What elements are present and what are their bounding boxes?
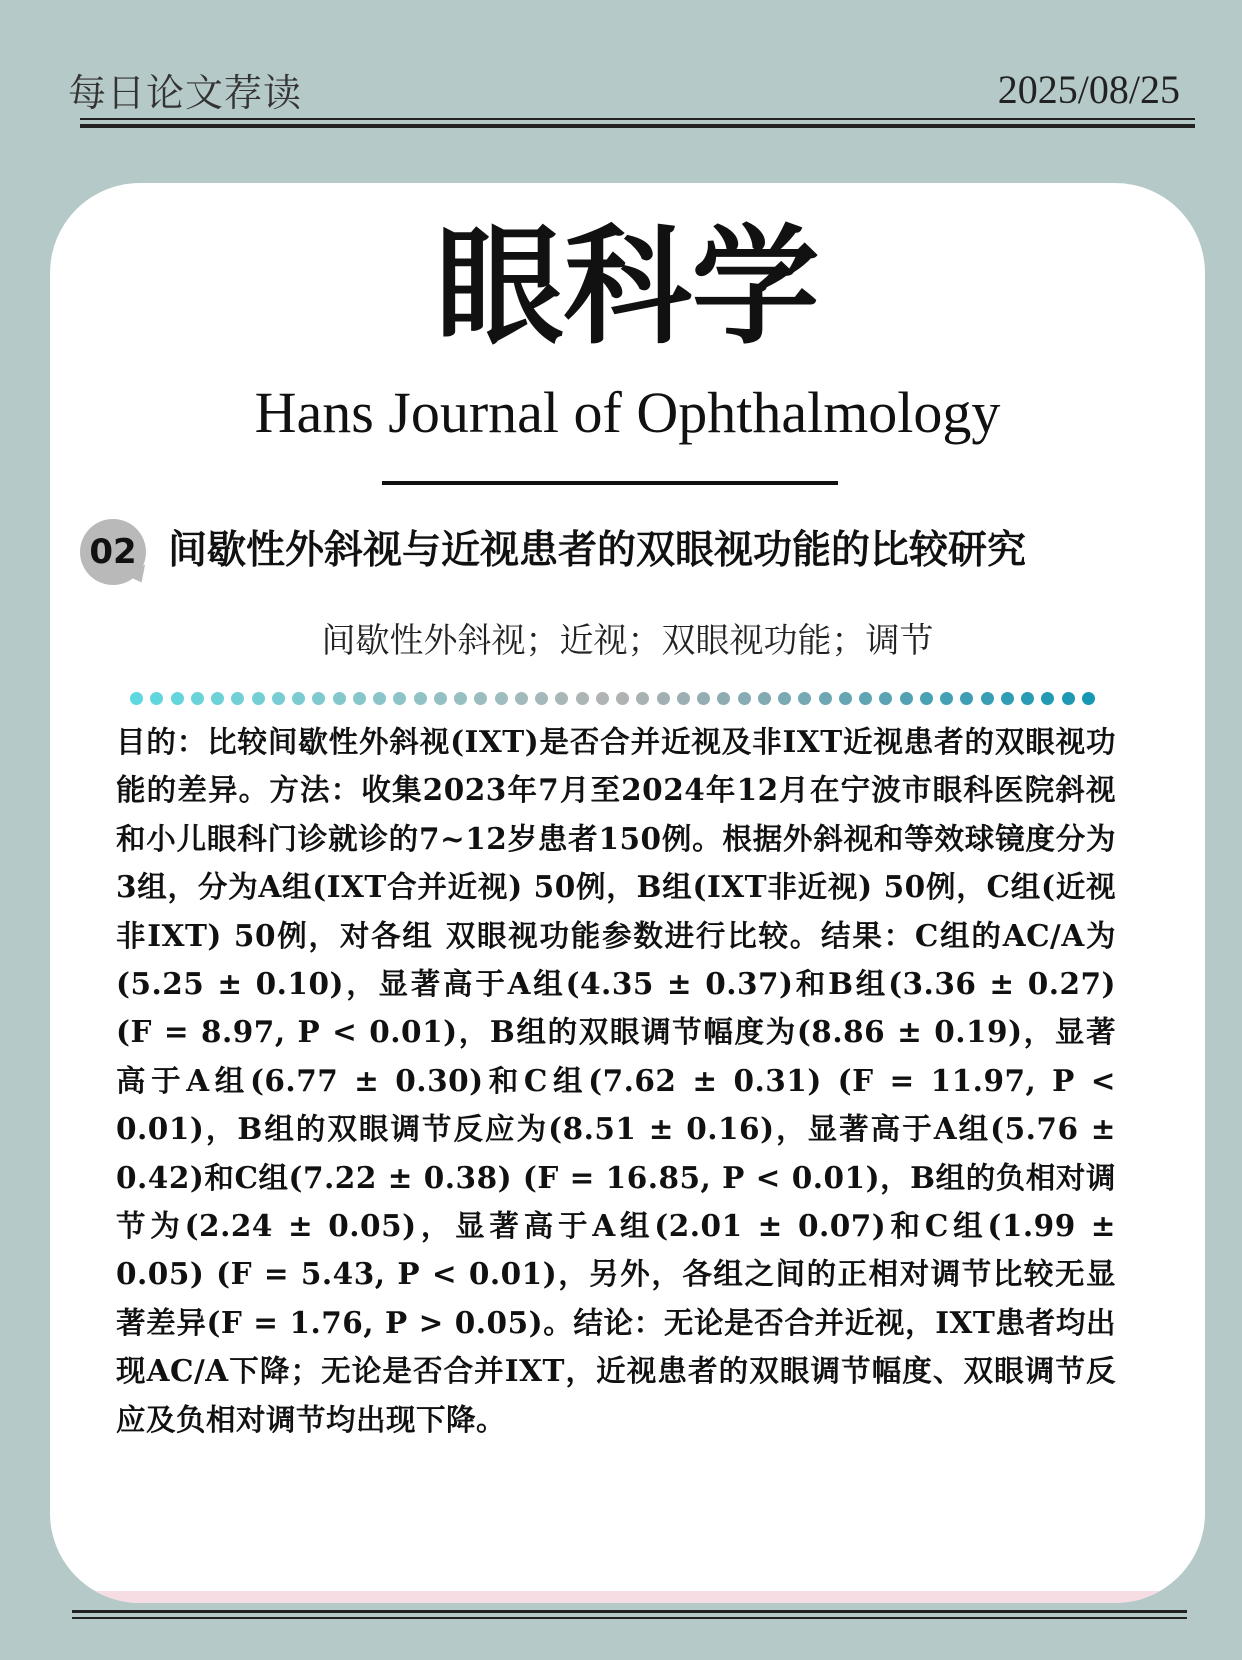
divider-dot [191, 692, 204, 705]
divider-dot [879, 692, 892, 705]
header-label: 每日论文荐读 [68, 71, 303, 115]
divider-dot [1082, 692, 1095, 705]
divider-dot [353, 692, 366, 705]
divider-dot [535, 692, 548, 705]
divider-dot [657, 692, 670, 705]
divider-dot [981, 692, 994, 705]
divider-dot [454, 692, 467, 705]
journal-title-cn: 眼科学 [435, 213, 820, 362]
divider-dot [414, 692, 427, 705]
divider-dot [758, 692, 771, 705]
footer-rule-top [72, 1610, 1187, 1613]
footer-rule-bottom [72, 1617, 1187, 1619]
divider-dot [636, 692, 649, 705]
article-number-badge: 02 [80, 519, 146, 585]
divider-dot [839, 692, 852, 705]
divider-dot [576, 692, 589, 705]
divider-dot [616, 692, 629, 705]
header-rule-bottom [80, 124, 1195, 128]
divider-dot [312, 692, 325, 705]
divider-dot [1001, 692, 1014, 705]
divider-dot [292, 692, 305, 705]
divider-dot [211, 692, 224, 705]
divider-dot [393, 692, 406, 705]
divider-dot [252, 692, 265, 705]
journal-title-en: Hans Journal of Ophthalmology [254, 380, 1001, 445]
card-bottom-strip [50, 1591, 1205, 1603]
divider-dot [333, 692, 346, 705]
header-date: 2025/08/25 [997, 67, 1180, 112]
divider-dot [1041, 692, 1054, 705]
divider-dot [819, 692, 832, 705]
divider-dot [859, 692, 872, 705]
article-abstract: 目的：比较间歇性外斜视(IXT)是否合并近视及非IXT近视患者的双眼视功能的差异。方法：收集2023年7月至2024年12月在宁波市眼科医院斜视和小儿眼科门诊就诊的7~12岁患者150例。根据外斜视和等效球镜度分为3组，分为A组(IXT合并近视) 50例，B组(IXT非近视) 50例，C组(近视非IXT) 50例，对各组 双眼视功能参数进行比较。结果：C组的AC/A为(5.25 ± 0.10)，显著高于A组(4.35 ± 0.37)和B组(3.36 ± 0.27) (F = 8.97, P < 0.01)，B组的双眼调节幅度为(8.86 ± 0.19)，显著高于A组(6.77 ± 0.30)和C组(7.62 ± 0.31) (F = 11.97, P < 0.01)，B组的双眼调节反应为(8.51 ± 0.16)，显著高于A组(5.76 ± 0.42)和C组(7.22 ± 0.38) (F = 16.85, P < 0.01)，B组的负相对调节为(2.24 ± 0.05)，显著高于A组(2.01 ± 0.07)和C组(1.99 ± 0.05) (F = 5.43, P < 0.01)，另外，各组之间的正相对调节比较无显著差异(F = 1.76, P > 0.05)。结论：无论是否合并近视，IXT患者均出现AC/A下降；无论是否合并IXT，近视患者的双眼调节幅度、双眼调节反应及负相对调节均出现下降。 [116, 724, 1116, 1437]
dotted-divider [130, 691, 1095, 705]
divider-dot [231, 692, 244, 705]
divider-dot [171, 692, 184, 705]
divider-dot [697, 692, 710, 705]
divider-dot [434, 692, 447, 705]
divider-dot [1021, 692, 1034, 705]
divider-dot [900, 692, 913, 705]
divider-dot [798, 692, 811, 705]
divider-dot [940, 692, 953, 705]
divider-dot [495, 692, 508, 705]
divider-dot [920, 692, 933, 705]
divider-dot [778, 692, 791, 705]
divider-dot [373, 692, 386, 705]
article-title: 间歇性外斜视与近视患者的双眼视功能的比较研究 [168, 528, 1027, 573]
title-divider [382, 481, 838, 485]
header-rule-top [80, 118, 1195, 120]
divider-dot [677, 692, 690, 705]
divider-dot [130, 692, 143, 705]
divider-dot [272, 692, 285, 705]
divider-dot [960, 692, 973, 705]
divider-dot [555, 692, 568, 705]
divider-dot [150, 692, 163, 705]
divider-dot [515, 692, 528, 705]
divider-dot [474, 692, 487, 705]
divider-dot [738, 692, 751, 705]
article-keywords: 间歇性外斜视；近视；双眼视功能；调节 [321, 621, 934, 661]
divider-dot [596, 692, 609, 705]
divider-dot [1062, 692, 1075, 705]
divider-dot [717, 692, 730, 705]
content-card [50, 183, 1205, 1603]
